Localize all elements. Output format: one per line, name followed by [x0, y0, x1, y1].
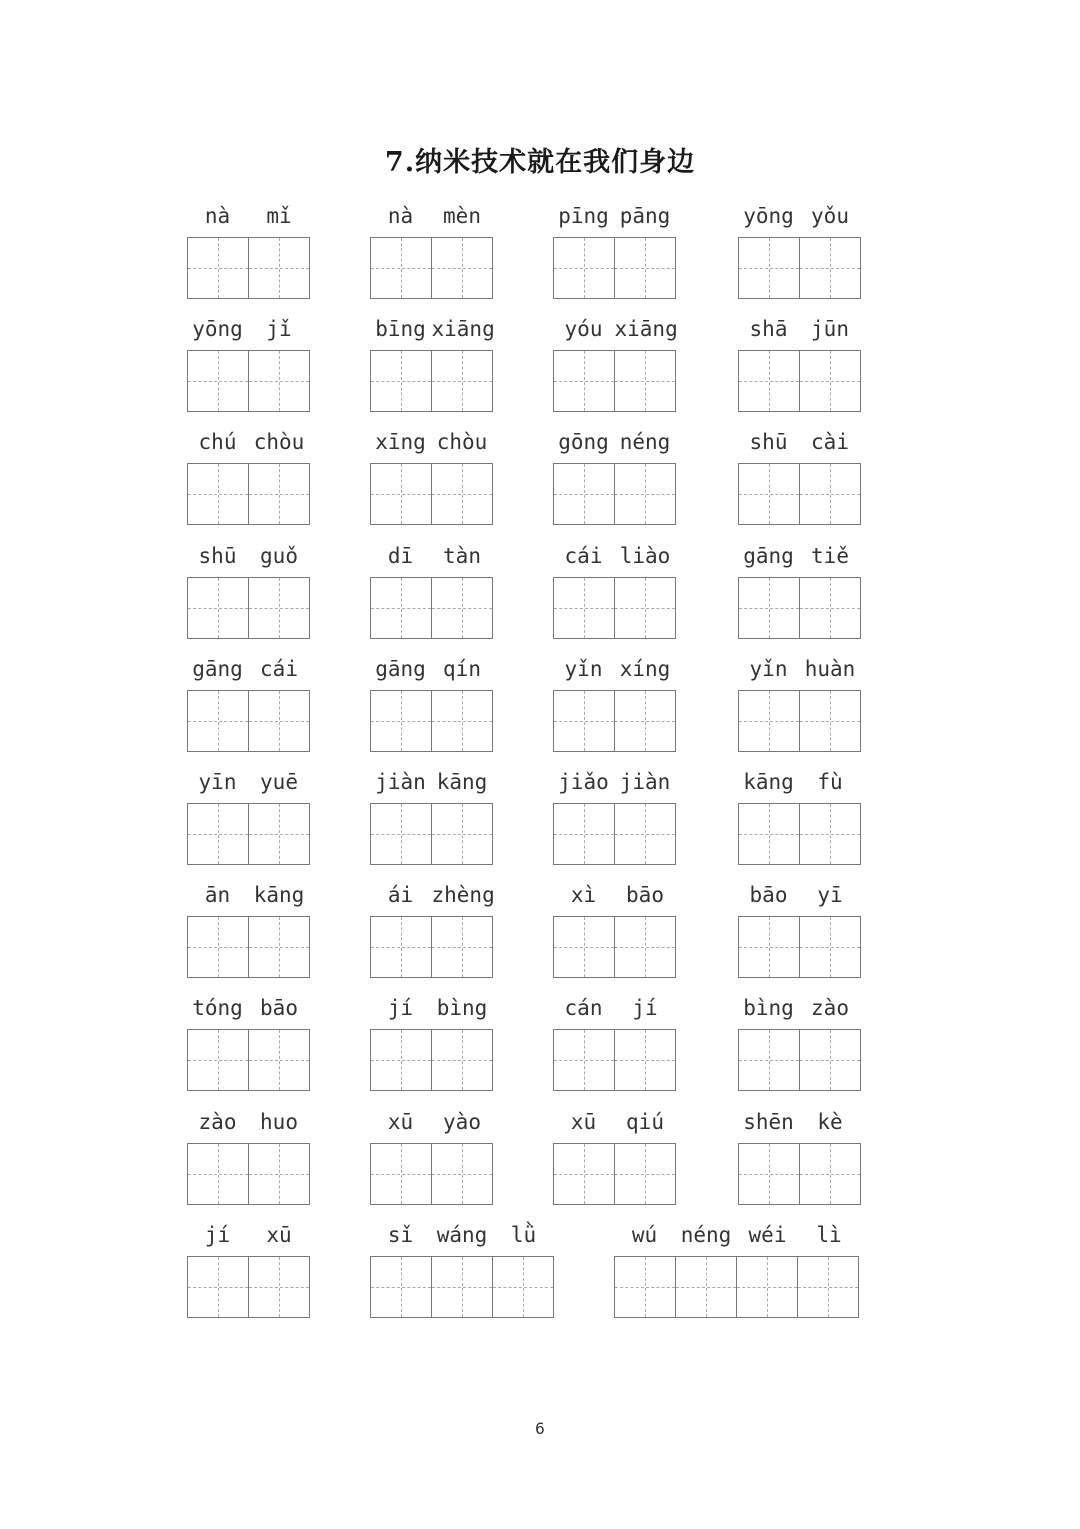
- pinyin-syllable: fù: [817, 770, 843, 794]
- tianzige-cell[interactable]: [188, 917, 249, 977]
- tianzige-cell[interactable]: [615, 1144, 676, 1204]
- pinyin-line: [738, 770, 863, 804]
- pinyin-syllable: néng: [619, 430, 671, 454]
- word-entry: [370, 996, 495, 1092]
- writing-grid: [187, 1143, 310, 1205]
- tianzige-cell[interactable]: [737, 1257, 798, 1317]
- writing-grid: [553, 237, 676, 299]
- pinyin-line: [553, 430, 678, 464]
- tianzige-cell[interactable]: [249, 1144, 310, 1204]
- pinyin-line: [187, 430, 312, 464]
- tianzige-cell[interactable]: [554, 691, 615, 751]
- tianzige-cell[interactable]: [432, 238, 493, 298]
- pinyin-syllable: shū: [749, 430, 788, 454]
- tianzige-cell[interactable]: [739, 578, 800, 638]
- pinyin-syllable: jiàn: [375, 770, 426, 794]
- word-entry: [553, 996, 678, 1092]
- tianzige-cell[interactable]: [800, 238, 861, 298]
- tianzige-cell[interactable]: [432, 351, 493, 411]
- pinyin-syllable: kè: [817, 1110, 843, 1134]
- tianzige-cell[interactable]: [615, 691, 676, 751]
- pinyin-line: [370, 1223, 557, 1257]
- tianzige-cell[interactable]: [249, 351, 310, 411]
- tianzige-cell[interactable]: [249, 464, 310, 524]
- writing-grid: [738, 463, 861, 525]
- pinyin-syllable: zào: [198, 1110, 237, 1134]
- tianzige-cell[interactable]: [798, 1257, 859, 1317]
- writing-grid: [187, 463, 310, 525]
- word-entry: [370, 1223, 557, 1319]
- writing-grid: [738, 350, 861, 412]
- pinyin-line: [187, 1223, 312, 1257]
- pinyin-syllable: yóu: [564, 317, 603, 341]
- word-entry: [738, 544, 863, 640]
- word-entry: [553, 430, 678, 526]
- pinyin-syllable: cài: [811, 430, 849, 454]
- writing-grid: [738, 1029, 861, 1091]
- word-entry: [187, 544, 312, 640]
- word-entry: [370, 317, 495, 413]
- word-entry: [370, 883, 495, 979]
- word-entry: [187, 770, 312, 866]
- pinyin-syllable: shēn: [743, 1110, 794, 1134]
- tianzige-cell[interactable]: [188, 464, 249, 524]
- word-entry: [187, 430, 312, 526]
- tianzige-cell[interactable]: [371, 691, 432, 751]
- writing-grid: [553, 1029, 676, 1091]
- pinyin-syllable: jiàn: [619, 770, 671, 794]
- writing-grid: [553, 803, 676, 865]
- tianzige-cell[interactable]: [432, 917, 493, 977]
- pinyin-line: [553, 657, 678, 691]
- pinyin-syllable: zào: [811, 996, 849, 1020]
- pinyin-syllable: chú: [198, 430, 237, 454]
- pinyin-syllable: jiǎo: [558, 770, 609, 794]
- tianzige-cell[interactable]: [249, 691, 310, 751]
- pinyin-syllable: zhèng: [431, 883, 495, 907]
- pinyin-line: [553, 883, 678, 917]
- pinyin-line: [370, 544, 495, 578]
- pinyin-syllable: huo: [260, 1110, 298, 1134]
- writing-grid: [187, 690, 310, 752]
- word-entry: [370, 657, 495, 753]
- pinyin-line: [187, 1110, 312, 1144]
- writing-grid: [187, 350, 310, 412]
- tianzige-cell[interactable]: [800, 1030, 861, 1090]
- tianzige-cell[interactable]: [188, 1030, 249, 1090]
- pinyin-syllable: jí: [204, 1223, 231, 1247]
- pinyin-syllable: dī: [387, 544, 414, 568]
- writing-grid: [187, 916, 310, 978]
- word-entry: [553, 657, 678, 753]
- word-entry: [553, 770, 678, 866]
- pinyin-syllable: lì: [816, 1223, 842, 1247]
- pinyin-line: [187, 204, 312, 238]
- tianzige-cell[interactable]: [432, 804, 493, 864]
- word-entry: [738, 996, 863, 1092]
- pinyin-syllable: qiú: [626, 1110, 664, 1134]
- tianzige-cell[interactable]: [432, 691, 493, 751]
- tianzige-cell[interactable]: [554, 1144, 615, 1204]
- word-entry: [553, 204, 678, 300]
- pinyin-syllable: wú: [631, 1223, 658, 1247]
- word-entry: [187, 204, 312, 300]
- pinyin-line: [738, 883, 863, 917]
- tianzige-cell[interactable]: [615, 1257, 676, 1317]
- word-entry: [738, 204, 863, 300]
- word-entry: [187, 1110, 312, 1206]
- pinyin-syllable: tiě: [811, 544, 849, 568]
- pinyin-line: [553, 204, 678, 238]
- tianzige-cell[interactable]: [188, 351, 249, 411]
- pinyin-syllable: cái: [564, 544, 603, 568]
- tianzige-cell[interactable]: [371, 1144, 432, 1204]
- tianzige-cell[interactable]: [371, 1257, 432, 1317]
- writing-grid: [553, 463, 676, 525]
- pinyin-line: [553, 544, 678, 578]
- tianzige-cell[interactable]: [371, 464, 432, 524]
- pinyin-syllable: bīng: [375, 317, 426, 341]
- tianzige-cell[interactable]: [615, 351, 676, 411]
- pinyin-syllable: yōng: [192, 317, 243, 341]
- tianzige-cell[interactable]: [800, 578, 861, 638]
- word-entry: [738, 657, 863, 753]
- tianzige-cell[interactable]: [800, 464, 861, 524]
- writing-grid: [370, 803, 493, 865]
- writing-grid: [553, 577, 676, 639]
- tianzige-cell[interactable]: [249, 917, 310, 977]
- pinyin-syllable: yōng: [743, 204, 794, 228]
- tianzige-cell[interactable]: [739, 238, 800, 298]
- pinyin-line: [370, 317, 495, 351]
- pinyin-syllable: yǒu: [811, 204, 849, 228]
- pinyin-syllable: jí: [632, 996, 658, 1020]
- word-entry: [614, 1223, 862, 1319]
- pinyin-syllable: xiāng: [614, 317, 678, 341]
- pinyin-syllable: guǒ: [260, 544, 298, 568]
- writing-grid: [370, 463, 493, 525]
- pinyin-syllable: xū: [570, 1110, 597, 1134]
- tianzige-cell[interactable]: [800, 351, 861, 411]
- pinyin-syllable: yào: [443, 1110, 481, 1134]
- writing-grid: [553, 1143, 676, 1205]
- pinyin-syllable: cán: [564, 996, 603, 1020]
- writing-grid: [187, 1029, 310, 1091]
- writing-grid: [370, 350, 493, 412]
- pinyin-syllable: yīn: [198, 770, 237, 794]
- page-title: 7.纳米技术就在我们身边: [384, 147, 696, 178]
- tianzige-cell[interactable]: [800, 804, 861, 864]
- pinyin-syllable: gōng: [558, 430, 609, 454]
- word-entry: [738, 770, 863, 866]
- tianzige-cell[interactable]: [615, 804, 676, 864]
- word-entry: [553, 883, 678, 979]
- writing-grid: [553, 690, 676, 752]
- pinyin-line: [738, 996, 863, 1030]
- pinyin-line: [370, 1110, 495, 1144]
- pinyin-line: [370, 996, 495, 1030]
- pinyin-syllable: bìng: [436, 996, 488, 1020]
- word-entry: [187, 317, 312, 413]
- tianzige-cell[interactable]: [493, 1257, 554, 1317]
- writing-grid: [370, 690, 493, 752]
- pinyin-syllable: mǐ: [266, 204, 292, 228]
- tianzige-cell[interactable]: [615, 578, 676, 638]
- pinyin-syllable: bìng: [743, 996, 794, 1020]
- pinyin-syllable: xíng: [619, 657, 671, 681]
- tianzige-cell[interactable]: [554, 917, 615, 977]
- tianzige-cell[interactable]: [249, 578, 310, 638]
- tianzige-cell[interactable]: [615, 917, 676, 977]
- writing-grid: [738, 1143, 861, 1205]
- pinyin-line: [370, 883, 495, 917]
- tianzige-cell[interactable]: [739, 1030, 800, 1090]
- word-entry: [370, 770, 495, 866]
- tianzige-cell[interactable]: [371, 1030, 432, 1090]
- pinyin-line: [370, 204, 495, 238]
- pinyin-line: [614, 1223, 862, 1257]
- pinyin-line: [187, 883, 312, 917]
- pinyin-syllable: xū: [387, 1110, 414, 1134]
- pinyin-syllable: xì: [570, 883, 597, 907]
- pinyin-line: [187, 770, 312, 804]
- pinyin-line: [370, 770, 495, 804]
- tianzige-cell[interactable]: [739, 351, 800, 411]
- pinyin-syllable: jūn: [811, 317, 849, 341]
- writing-grid: [370, 237, 493, 299]
- pinyin-line: [370, 430, 495, 464]
- pinyin-syllable: pāng: [619, 204, 671, 228]
- pinyin-syllable: chòu: [253, 430, 305, 454]
- writing-grid: [738, 803, 861, 865]
- writing-grid: [370, 916, 493, 978]
- writing-grid: [553, 350, 676, 412]
- pinyin-syllable: yī: [817, 883, 843, 907]
- tianzige-cell[interactable]: [800, 1144, 861, 1204]
- word-entry: [187, 996, 312, 1092]
- pinyin-syllable: gāng: [743, 544, 794, 568]
- pinyin-line: [553, 770, 678, 804]
- pinyin-syllable: shā: [749, 317, 788, 341]
- word-entry: [738, 883, 863, 979]
- pinyin-line: [738, 204, 863, 238]
- pinyin-syllable: chòu: [436, 430, 488, 454]
- tianzige-cell[interactable]: [739, 804, 800, 864]
- pinyin-syllable: cái: [260, 657, 298, 681]
- pinyin-syllable: kāng: [743, 770, 794, 794]
- writing-grid: [738, 577, 861, 639]
- pinyin-line: [187, 996, 312, 1030]
- pinyin-syllable: liào: [619, 544, 671, 568]
- pinyin-line: [738, 1110, 863, 1144]
- tianzige-cell[interactable]: [615, 464, 676, 524]
- tianzige-cell[interactable]: [249, 804, 310, 864]
- pinyin-syllable: bāo: [749, 883, 788, 907]
- tianzige-cell[interactable]: [249, 238, 310, 298]
- pinyin-line: [370, 657, 495, 691]
- pinyin-syllable: jí: [387, 996, 414, 1020]
- pinyin-syllable: qín: [443, 657, 481, 681]
- word-entry: [553, 317, 678, 413]
- writing-grid: [370, 1029, 493, 1091]
- tianzige-cell[interactable]: [432, 1144, 493, 1204]
- pinyin-syllable: tóng: [192, 996, 243, 1020]
- word-entry: [738, 430, 863, 526]
- word-entry: [187, 657, 312, 753]
- tianzige-cell[interactable]: [800, 691, 861, 751]
- pinyin-syllable: xiāng: [431, 317, 495, 341]
- tianzige-cell[interactable]: [188, 238, 249, 298]
- pinyin-syllable: bāo: [260, 996, 298, 1020]
- word-entry: [370, 204, 495, 300]
- pinyin-syllable: ān: [204, 883, 231, 907]
- tianzige-cell[interactable]: [676, 1257, 737, 1317]
- word-entry: [370, 1110, 495, 1206]
- writing-grid: [187, 237, 310, 299]
- pinyin-line: [738, 317, 863, 351]
- writing-grid: [370, 1256, 554, 1318]
- page-number: 6: [535, 1419, 545, 1438]
- writing-grid: [187, 577, 310, 639]
- pinyin-syllable: kāng: [436, 770, 488, 794]
- pinyin-syllable: bāo: [626, 883, 664, 907]
- writing-grid: [738, 690, 861, 752]
- pinyin-syllable: xīng: [375, 430, 426, 454]
- pinyin-line: [187, 317, 312, 351]
- tianzige-cell[interactable]: [739, 917, 800, 977]
- tianzige-cell[interactable]: [432, 578, 493, 638]
- writing-grid: [738, 237, 861, 299]
- writing-grid: [187, 1256, 310, 1318]
- tianzige-cell[interactable]: [371, 917, 432, 977]
- pinyin-syllable: yǐn: [564, 657, 603, 681]
- pinyin-line: [553, 1110, 678, 1144]
- word-entry: [738, 1110, 863, 1206]
- pinyin-syllable: gāng: [375, 657, 426, 681]
- pinyin-line: [187, 544, 312, 578]
- tianzige-cell[interactable]: [615, 1030, 676, 1090]
- tianzige-cell[interactable]: [188, 578, 249, 638]
- word-entry: [738, 317, 863, 413]
- writing-grid: [370, 1143, 493, 1205]
- tianzige-cell[interactable]: [615, 238, 676, 298]
- tianzige-cell[interactable]: [188, 1144, 249, 1204]
- tianzige-cell[interactable]: [188, 804, 249, 864]
- tianzige-cell[interactable]: [249, 1257, 310, 1317]
- pinyin-syllable: nà: [204, 204, 231, 228]
- tianzige-cell[interactable]: [800, 917, 861, 977]
- tianzige-cell[interactable]: [739, 464, 800, 524]
- tianzige-cell[interactable]: [554, 351, 615, 411]
- pinyin-syllable: kāng: [253, 883, 305, 907]
- pinyin-syllable: sǐ: [387, 1223, 414, 1247]
- pinyin-line: [553, 996, 678, 1030]
- tianzige-cell[interactable]: [432, 1030, 493, 1090]
- pinyin-syllable: wéi: [748, 1223, 787, 1247]
- pinyin-syllable: wáng: [436, 1223, 488, 1247]
- pinyin-line: [738, 544, 863, 578]
- word-entry: [187, 883, 312, 979]
- pinyin-syllable: shū: [198, 544, 237, 568]
- pinyin-syllable: yuē: [260, 770, 298, 794]
- word-entry: [553, 1110, 678, 1206]
- writing-grid: [370, 577, 493, 639]
- pinyin-syllable: néng: [680, 1223, 732, 1247]
- tianzige-cell[interactable]: [371, 351, 432, 411]
- pinyin-line: [553, 317, 678, 351]
- pinyin-syllable: jǐ: [266, 317, 292, 341]
- tianzige-cell[interactable]: [371, 804, 432, 864]
- pinyin-line: [738, 430, 863, 464]
- tianzige-cell[interactable]: [432, 1257, 493, 1317]
- tianzige-cell[interactable]: [188, 1257, 249, 1317]
- pinyin-syllable: lǜ: [510, 1223, 537, 1247]
- word-entry: [187, 1223, 312, 1319]
- tianzige-cell[interactable]: [554, 578, 615, 638]
- pinyin-line: [738, 657, 863, 691]
- pinyin-syllable: ái: [387, 883, 414, 907]
- pinyin-syllable: pīng: [558, 204, 609, 228]
- pinyin-syllable: tàn: [443, 544, 481, 568]
- tianzige-cell[interactable]: [554, 464, 615, 524]
- writing-grid: [187, 803, 310, 865]
- tianzige-cell[interactable]: [371, 238, 432, 298]
- tianzige-cell[interactable]: [739, 1144, 800, 1204]
- tianzige-cell[interactable]: [249, 1030, 310, 1090]
- tianzige-cell[interactable]: [554, 1030, 615, 1090]
- tianzige-cell[interactable]: [554, 804, 615, 864]
- writing-grid: [614, 1256, 859, 1318]
- pinyin-syllable: nà: [387, 204, 414, 228]
- tianzige-cell[interactable]: [188, 691, 249, 751]
- pinyin-syllable: yǐn: [749, 657, 788, 681]
- word-entry: [370, 544, 495, 640]
- pinyin-line: [187, 657, 312, 691]
- tianzige-cell[interactable]: [739, 691, 800, 751]
- writing-grid: [738, 916, 861, 978]
- pinyin-syllable: huàn: [804, 657, 856, 681]
- pinyin-syllable: xū: [266, 1223, 292, 1247]
- word-entry: [553, 544, 678, 640]
- tianzige-cell[interactable]: [371, 578, 432, 638]
- tianzige-cell[interactable]: [554, 238, 615, 298]
- word-entry: [370, 430, 495, 526]
- tianzige-cell[interactable]: [432, 464, 493, 524]
- pinyin-syllable: gāng: [192, 657, 243, 681]
- writing-grid: [553, 916, 676, 978]
- pinyin-syllable: mèn: [443, 204, 481, 228]
